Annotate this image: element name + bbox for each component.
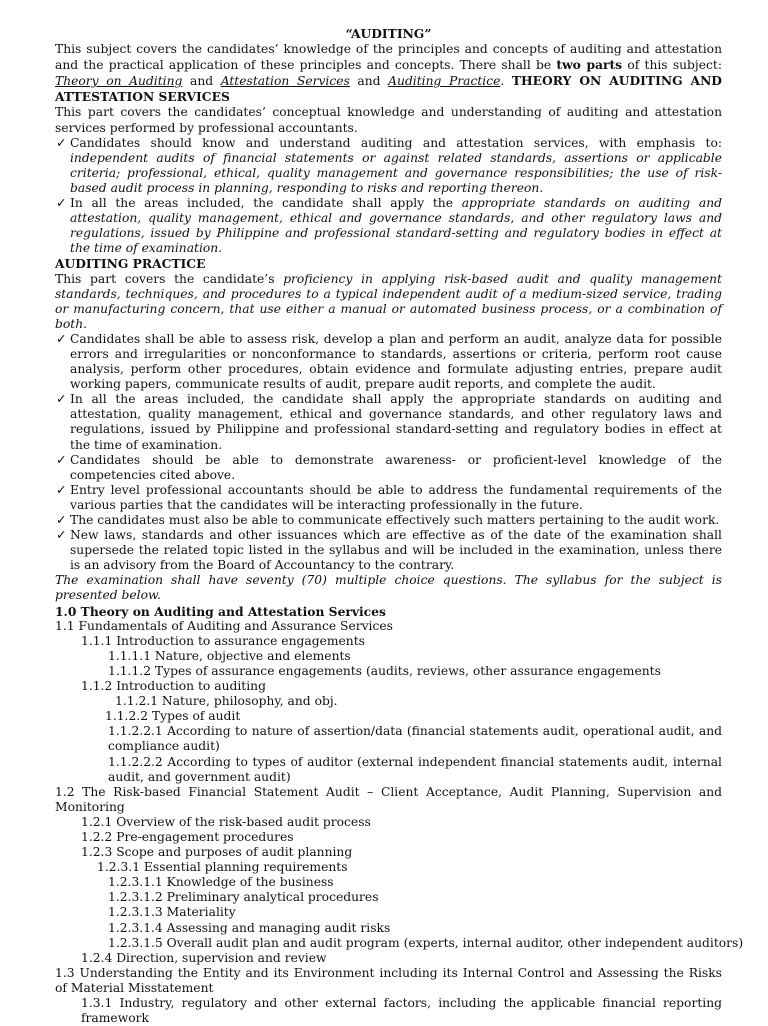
practice-bullet <box>55 392 722 452</box>
syllabus-item: 1.1.1 Introduction to assurance engagements <box>81 633 365 648</box>
syllabus-item: 1.2.3.1.4 Assessing and managing audit risks <box>108 920 391 935</box>
syllabus-item: 1.2.4 Direction, supervision and review <box>81 950 327 965</box>
two-parts-emphasis: two parts <box>556 57 623 73</box>
bullet-text: The candidates must also be able to communicate effectively such matters pertaining to the audit work. <box>70 513 720 527</box>
syllabus-item: 1.1.2.2.1 According to nature of assertion/data (financial statements audit, operational audit, and compliance audit) <box>108 724 722 754</box>
syllabus-item: 1.1.2.2 Types of audit <box>105 709 241 724</box>
syllabus-item: 1.2.3.1.2 Preliminary analytical procedures <box>108 890 379 905</box>
syllabus-item: 1.2 The Risk-based Financial Statement Audit – Client Acceptance, Audit Planning, Supervision and Monitoring <box>55 784 722 814</box>
syllabus-item: 1.2.3.1.1 Knowledge of the business <box>108 875 334 890</box>
practice-bullet <box>55 528 722 573</box>
syllabus-item: 1.1.2 Introduction to auditing <box>81 679 266 694</box>
bullet-italic-text: appropriate standards on auditing and attestation, quality management, ethical and governance standards, and other regulatory laws and regulations, issued by Philippine and professional standard-setting and regulatory bodies in effect at the time of examination. <box>70 196 722 256</box>
check-mark-icon: ✓ <box>56 331 67 346</box>
bullet-text: Candidates should be able to demonstrate awareness- or proficient-level knowledge of the competencies cited above. <box>70 452 722 482</box>
check-mark-icon: ✓ <box>56 482 67 497</box>
theory-bullet <box>55 136 722 196</box>
intro-text: and <box>182 74 221 89</box>
check-mark-icon: ✓ <box>56 528 67 543</box>
check-mark-icon: ✓ <box>56 513 67 527</box>
exam-note <box>55 573 722 603</box>
bullet-text: In all the areas included, the candidate shall apply the appropriate standards on auditing and attestation, quality management, ethical and governance standards, and other regulatory laws and regulations, issued by Philippine and professional standard-setting and regulatory bodies in effect at the time of examination. <box>70 392 722 452</box>
part2-name: Auditing Practice <box>388 74 501 89</box>
intro-text: and <box>349 74 389 89</box>
intro-text: of this subject: <box>622 58 722 73</box>
bullet-text: Candidates shall be able to assess risk, develop a plan and perform an audit, analyze data for possible errors and irregularities or nonconformance to standards, assertions or criteria, perform root cause analysis, perform other procedures, obtain evidence and formulate adjusting entries, prepare audit working papers, communicate results of audit, prepare audit reports, and complete the audit. <box>70 331 722 392</box>
syllabus-item: 1.2.2 Pre-engagement procedures <box>81 829 294 844</box>
practice-heading: AUDITING PRACTICE <box>55 256 206 272</box>
check-mark-icon: ✓ <box>56 135 67 150</box>
intro-text: This subject covers the candidates’ knowledge of the principles and concepts of auditing and attestation and the practical application of these principles and concepts. There shall be <box>55 42 722 73</box>
practice-bullet <box>55 483 722 513</box>
syllabus-item: 1.2.3.1 Essential planning requirements <box>97 860 348 875</box>
practice-bullet <box>55 332 722 392</box>
syllabus-item: 1.1.2.2.2 According to types of auditor (external independent financial statements audit, internal audit, and government audit) <box>108 754 722 784</box>
syllabus-item: 1.1.1.1 Nature, objective and elements <box>108 648 351 663</box>
practice-desc-italic: proficiency in applying risk-based audit and quality management standards, techniques, and procedures to a typical independent audit of a medium-sized service, trading or manufacturing concern, that use either a manual or automated business process, or a combination of both. <box>55 271 722 331</box>
part1-name: Theory on Auditing <box>55 74 183 89</box>
bullet-text: In all the areas included, the candidate shall apply the <box>70 196 462 211</box>
intro-paragraph <box>55 42 722 105</box>
bullet-text: Candidates should know and understand auditing and attestation services, with emphasis to: <box>70 135 722 150</box>
practice-description <box>55 272 722 332</box>
syllabus-item: 1.2.3.1.3 Materiality <box>108 905 236 920</box>
theory-heading: THEORY ON AUDITING AND ATTESTATION SERVICES <box>55 73 722 105</box>
syllabus-item: 1.2.3 Scope and purposes of audit planning <box>81 845 353 860</box>
syllabus-item: 1.1.1.2 Types of assurance engagements (audits, reviews, other assurance engagements <box>108 663 661 678</box>
check-mark-icon: ✓ <box>56 452 67 467</box>
practice-desc-text: This part covers the candidate’s <box>55 271 284 286</box>
intro-text: . <box>500 74 512 89</box>
bullet-text: Entry level professional accountants should be able to address the fundamental requirements of the various parties that the candidates will be interacting professionally in the future. <box>70 482 722 512</box>
check-mark-icon: ✓ <box>56 196 67 211</box>
theory-bullet <box>55 196 722 256</box>
bullet-italic-text: independent audits of financial statements or against related standards, assertions or applicable criteria; professional, ethical, quality management and governance responsibilities; the use of risk-based audit process in planning, responding to risks and reporting thereon. <box>70 150 722 195</box>
syllabus-item: 1.1 Fundamentals of Auditing and Assurance Services <box>55 618 393 633</box>
part1-name-continued: Attestation Services <box>220 74 350 89</box>
exam-note-text: The examination shall have seventy (70) multiple choice questions. The syllabus for the subject is presented below. <box>55 573 722 603</box>
syllabus-item: 1.2.3.1.5 Overall audit plan and audit program (experts, internal auditor, other independent auditors) <box>108 935 744 950</box>
syllabus-item: 1.3 Understanding the Entity and its Environment including its Internal Control and Assessing the Risks of Material Misstatement <box>55 965 722 995</box>
syllabus-item: 1.2.1 Overview of the risk-based audit process <box>81 814 371 829</box>
syllabus-item: 1.1.2.1 Nature, philosophy, and obj. <box>115 694 338 709</box>
practice-bullet <box>55 513 722 528</box>
check-mark-icon: ✓ <box>56 392 67 407</box>
practice-bullet <box>55 453 722 483</box>
bullet-text: New laws, standards and other issuances which are effective as of the date of the examination shall supersede the related topic listed in the syllabus and will be included in the examination, unless there is an advisory from the Board of Accountancy to the contrary. <box>70 528 722 573</box>
document-title: “AUDITING” <box>345 26 432 41</box>
theory-description: This part covers the candidates’ conceptual knowledge and understanding of auditing and attestation services performed by professional accountants. <box>55 105 722 135</box>
syllabus-heading: 1.0 Theory on Auditing and Attestation Services <box>55 603 386 619</box>
syllabus-item: 1.3.1 Industry, regulatory and other external factors, including the applicable financial reporting framework <box>81 996 722 1026</box>
